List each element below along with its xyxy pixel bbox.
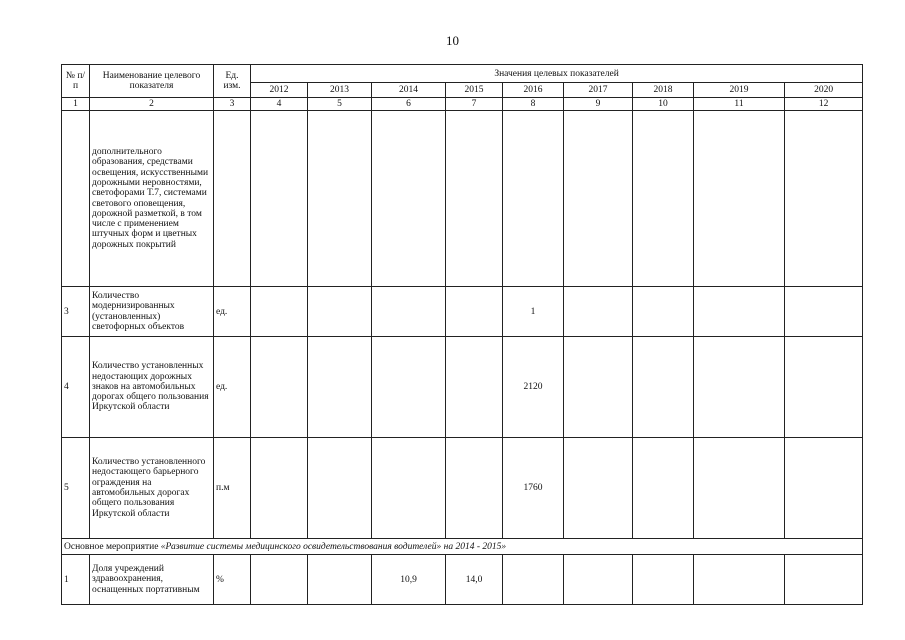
column-index: 5 xyxy=(308,98,372,111)
table-row xyxy=(62,111,863,287)
column-index: 11 xyxy=(694,98,785,111)
header-year: 2013 xyxy=(308,83,372,98)
row-value xyxy=(503,555,564,605)
table-row xyxy=(62,438,863,539)
row-value xyxy=(633,337,694,438)
row-name: Количество установленного недостающего барьерного ограждения на автомобильных дорогах общего пользования Иркутской области xyxy=(90,438,214,539)
row-name: Количество установленных недостающих дорожных знаков на автомобильных дорогах общего пользования Иркутской области xyxy=(90,337,214,438)
row-num: 4 xyxy=(62,337,90,438)
target-indicators-table xyxy=(61,64,863,605)
row-num: 3 xyxy=(62,287,90,337)
row-value xyxy=(694,111,785,287)
table-row xyxy=(62,287,863,337)
header-name: Наименование целевого показателя xyxy=(90,65,214,98)
header-year: 2019 xyxy=(694,83,785,98)
row-value xyxy=(564,438,633,539)
header-num: № п/п xyxy=(62,65,90,98)
row-value xyxy=(694,337,785,438)
column-index: 6 xyxy=(372,98,446,111)
row-value xyxy=(564,555,633,605)
row-value xyxy=(785,337,863,438)
row-value: 1760 xyxy=(503,438,564,539)
header-year: 2018 xyxy=(633,83,694,98)
row-value xyxy=(251,287,308,337)
row-unit xyxy=(214,111,251,287)
row-value xyxy=(633,111,694,287)
header-unit: Ед. изм. xyxy=(214,65,251,98)
row-value: 14,0 xyxy=(446,555,503,605)
page-number: 10 xyxy=(446,33,459,48)
column-index: 8 xyxy=(503,98,564,111)
table-row xyxy=(62,337,863,438)
row-unit: ед. xyxy=(214,337,251,438)
row-value xyxy=(308,555,372,605)
row-value xyxy=(633,287,694,337)
section-prefix: Основное мероприятие xyxy=(64,541,161,552)
row-value xyxy=(446,337,503,438)
column-index: 7 xyxy=(446,98,503,111)
row-unit: % xyxy=(214,555,251,605)
row-value xyxy=(308,337,372,438)
column-index: 3 xyxy=(214,98,251,111)
row-value xyxy=(308,438,372,539)
header-year: 2012 xyxy=(251,83,308,98)
column-index: 10 xyxy=(633,98,694,111)
header-row xyxy=(62,65,863,83)
row-value xyxy=(308,287,372,337)
header-year: 2017 xyxy=(564,83,633,98)
row-value: 10,9 xyxy=(372,555,446,605)
row-unit: ед. xyxy=(214,287,251,337)
row-value xyxy=(564,111,633,287)
row-value xyxy=(694,555,785,605)
table-row xyxy=(62,555,863,605)
column-index: 4 xyxy=(251,98,308,111)
row-value xyxy=(308,111,372,287)
row-value xyxy=(446,438,503,539)
row-value: 1 xyxy=(503,287,564,337)
row-name: дополнительного образования, средствами освещения, искусственными дорожными неровностями, светофорами Т.7, системами светового оповещения, дорожной разметкой, в том числе с применением штучных форм и цветных дорожных покрытий xyxy=(90,111,214,287)
header-year: 2020 xyxy=(785,83,863,98)
column-index-row xyxy=(62,98,863,111)
row-unit: п.м xyxy=(214,438,251,539)
section-name: «Развитие системы медицинского освидетельствования водителей» на 2014 - 2015» xyxy=(160,541,507,552)
row-num xyxy=(62,111,90,287)
row-value xyxy=(446,287,503,337)
row-value xyxy=(785,438,863,539)
row-value xyxy=(251,337,308,438)
row-value xyxy=(251,111,308,287)
section-title xyxy=(62,539,863,555)
column-index: 9 xyxy=(564,98,633,111)
header-year: 2015 xyxy=(446,83,503,98)
row-value xyxy=(785,555,863,605)
row-value xyxy=(446,111,503,287)
header-year: 2016 xyxy=(503,83,564,98)
row-value xyxy=(694,287,785,337)
row-value xyxy=(503,111,564,287)
row-value xyxy=(694,438,785,539)
row-value: 2120 xyxy=(503,337,564,438)
row-value xyxy=(633,555,694,605)
row-num: 1 xyxy=(62,555,90,605)
row-num: 5 xyxy=(62,438,90,539)
row-value xyxy=(251,438,308,539)
row-name: Количество модернизированных (установленных) светофорных объектов xyxy=(90,287,214,337)
row-value xyxy=(633,438,694,539)
row-value xyxy=(372,287,446,337)
section-row xyxy=(62,539,863,555)
column-index: 2 xyxy=(90,98,214,111)
row-value xyxy=(372,337,446,438)
header-year: 2014 xyxy=(372,83,446,98)
row-name: Доля учреждений здравоохранения, оснащенных портативным xyxy=(90,555,214,605)
row-value xyxy=(564,287,633,337)
row-value xyxy=(564,337,633,438)
column-index: 12 xyxy=(785,98,863,111)
header-values: Значения целевых показателей xyxy=(251,65,863,83)
row-value xyxy=(372,111,446,287)
row-value xyxy=(372,438,446,539)
row-value xyxy=(251,555,308,605)
row-value xyxy=(785,111,863,287)
row-value xyxy=(785,287,863,337)
column-index: 1 xyxy=(62,98,90,111)
